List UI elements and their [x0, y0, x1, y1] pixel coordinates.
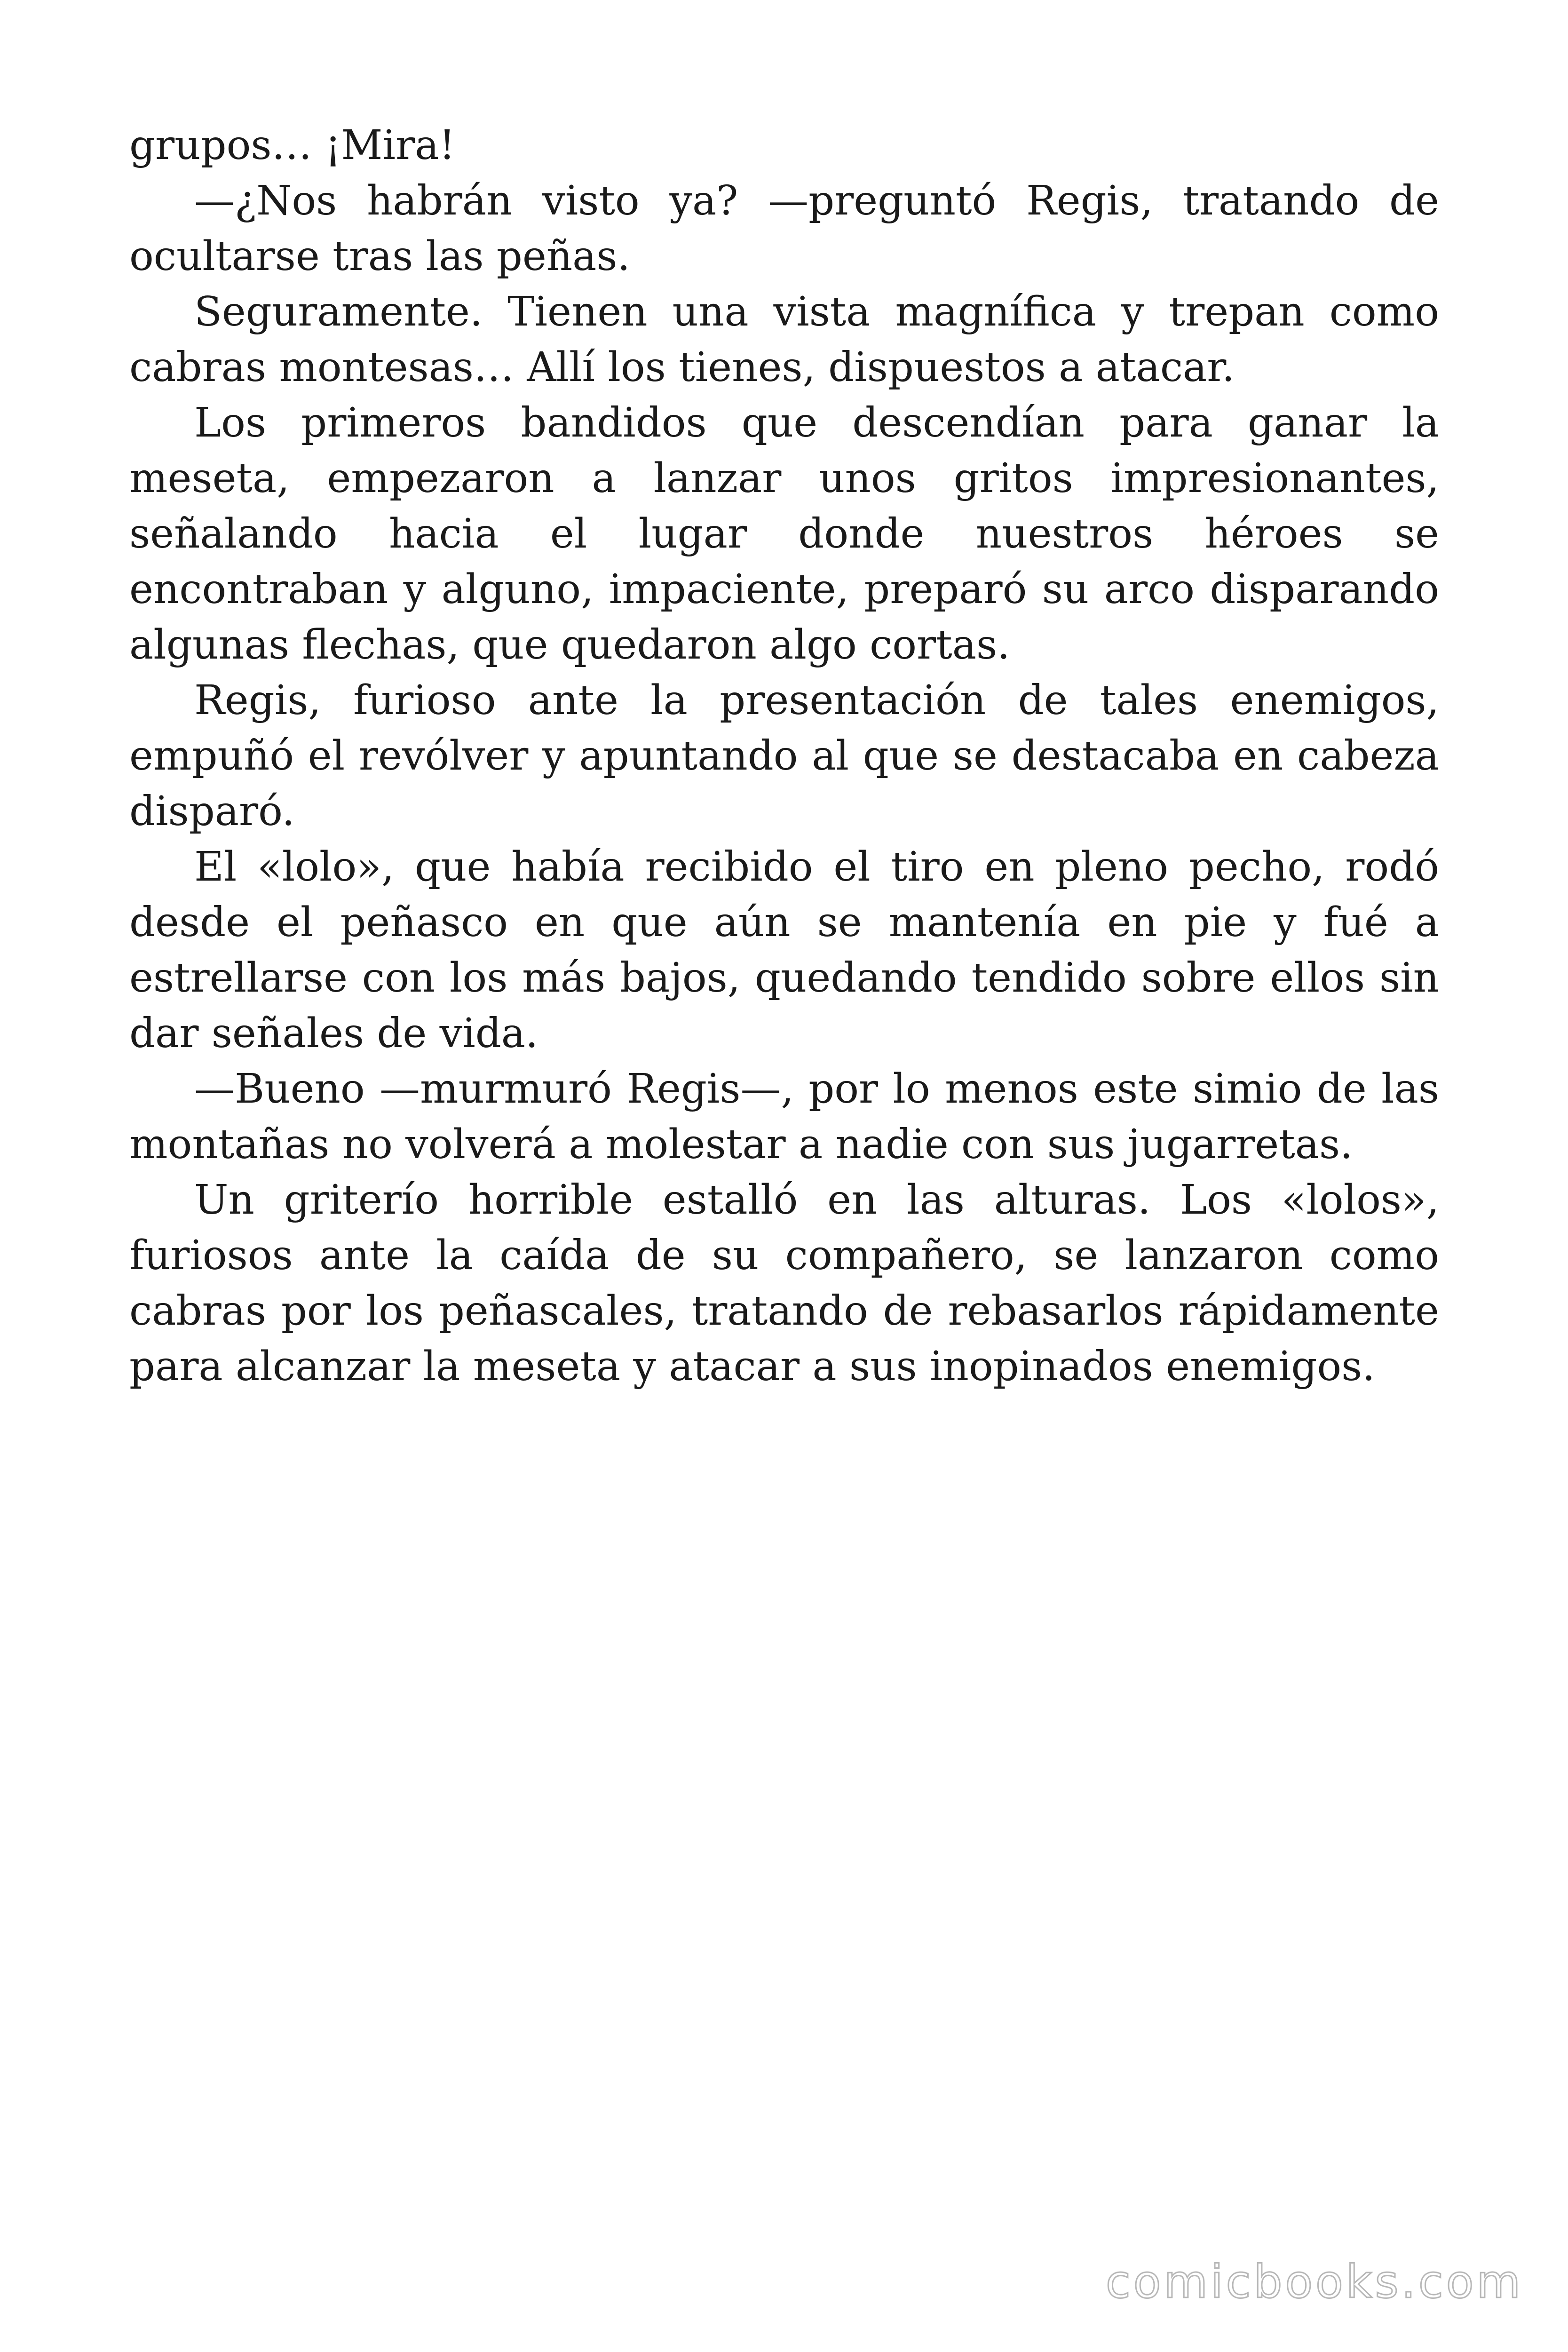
- paragraph: —¿Nos habrán visto ya? —preguntó Regis, tratando de ocultarse tras las peñas.: [129, 177, 1439, 280]
- paragraph: Regis, furioso ante la presentación de tales enemigos, empuñó el revólver y apuntando al que se destacaba en cabeza disparó.: [129, 677, 1439, 835]
- paragraph: Los primeros bandidos que descendían para ganar la meseta, empezaron a lanzar unos gritos impresionantes, señalando hacia el lugar donde nuestros héroes se encontraban y alguno, impaciente, preparó su arco disparando algunas flechas, que quedaron algo cortas.: [129, 399, 1439, 668]
- watermark: comicbooks.com: [1105, 2256, 1523, 2308]
- paragraph: Seguramente. Tienen una vista magnífica y trepan como cabras montesas… Allí los tienes, dispuestos a atacar.: [129, 288, 1439, 391]
- paragraph: —Bueno —murmuró Regis—, por lo menos este simio de las montañas no volverá a molestar a nadie con sus jugarretas.: [129, 1065, 1439, 1168]
- paragraph: El «lolo», que había recibido el tiro en pleno pecho, rodó desde el peñasco en que aún se mantenía en pie y fué a estrellarse con los más bajos, quedando tendido sobre ellos sin dar señales de vida.: [129, 843, 1439, 1057]
- paragraph: Un griterío horrible estalló en las alturas. Los «lolos», furiosos ante la caída de su compañero, se lanzaron como cabras por los peñascales, tratando de rebasarlos rápidamente para alcanzar la meseta y atacar a sus inopinados enemigos.: [129, 1176, 1439, 1390]
- paragraph-continuation: grupos… ¡Mira!: [129, 122, 455, 169]
- page-body: [129, 118, 1439, 1394]
